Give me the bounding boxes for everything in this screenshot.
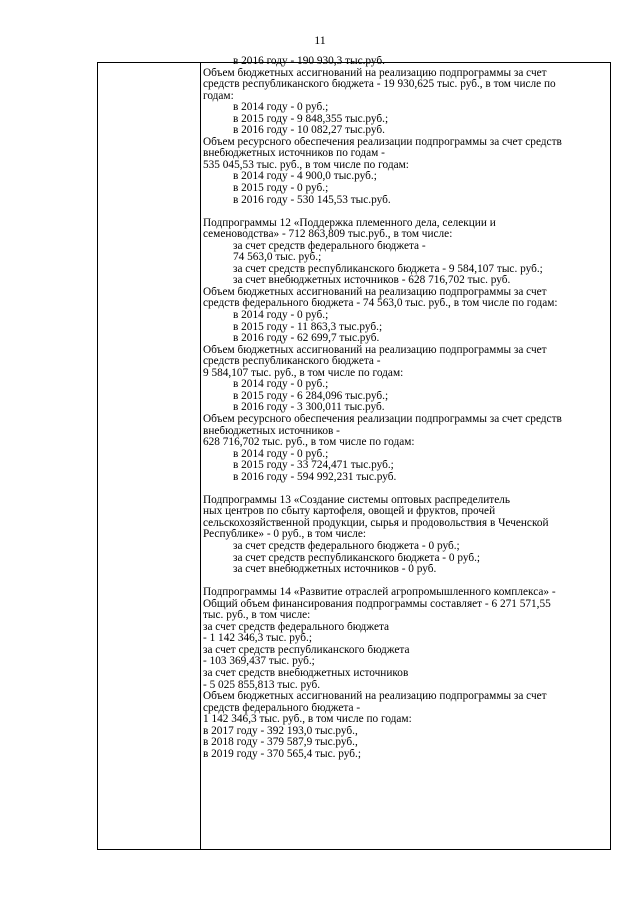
blank-line [203,576,609,588]
text-line: за счет средств федерального бюджета [203,621,390,633]
text-line: средств республиканского бюджета - 19 930,625 тыс. руб., в том числе по [203,79,556,91]
text-line: в 2016 году - 62 699,7 тыс.руб. [233,333,380,345]
text-line: Объем бюджетных ассигнований на реализацию подпрограммы за счет [203,344,547,356]
text-line: в 2015 году - 9 848,355 тыс.руб.; [233,113,389,125]
text-line: в 2015 году - 6 284,096 тыс.руб.; [233,390,389,402]
text-line: тыс. руб., в том числе: [203,610,311,622]
text-line: за счет средств республиканского бюджета - 0 руб.; [233,552,481,564]
text-line: Республике» - 0 руб., в том числе: [203,529,366,541]
text-line: - 1 142 346,3 тыс. руб.; [203,633,312,645]
text-line: за счет внебюджетных источников - 0 руб. [233,564,437,576]
text-line: Общий объем финансирования подпрограммы составляет - 6 271 571,55 [203,598,551,610]
text-line: средств федерального бюджета - [203,702,361,714]
text-line: за счет средств внебюджетных источников [203,667,409,679]
text-line: Подпрограммы 12 «Поддержка племенного дела, селекции и [203,217,496,229]
text-line: в 2014 году - 0 руб.; [233,448,329,460]
text-line: в 2017 году - 392 193,0 тыс.руб., [203,725,358,737]
page-number: 11 [314,33,326,47]
text-line: 1 142 346,3 тыс. руб., в том числе по годам: [203,714,412,726]
text-line: 628 716,702 тыс. руб., в том числе по годам: [203,437,415,449]
text-line: 535 045,53 тыс. руб., в том числе по годам: [203,159,409,171]
text-line: в 2016 году - 3 300,011 тыс.руб. [233,402,385,414]
text-line: Объем бюджетных ассигнований на реализацию подпрограммы за счет [203,286,547,298]
text-line: в 2014 году - 4 900,0 тыс.руб.; [233,171,377,183]
text-line: в 2014 году - 0 руб.; [233,379,329,391]
table-cell-text [203,56,609,760]
text-line: в 2016 году - 190 930,3 тыс.руб. [233,56,386,67]
text-line: Объем бюджетных ассигнований на реализацию подпрограммы за счет [203,691,547,703]
text-line: в 2015 году - 33 724,471 тыс.руб.; [233,460,394,472]
text-line: за счет средств федерального бюджета - 0 руб.; [233,540,460,552]
text-line: в 2019 году - 370 565,4 тыс. руб.; [203,748,361,760]
text-line: Подпрограммы 13 «Создание системы оптовых распределитель [203,494,511,506]
text-line: в 2016 году - 594 992,231 тыс.руб. [233,471,397,483]
text-line: в 2016 году - 530 145,53 тыс.руб. [233,194,391,206]
text-line: средств федерального бюджета - 74 563,0 тыс. руб., в том числе по годам: [203,298,558,310]
text-line: в 2014 году - 0 руб.; [233,310,329,322]
blank-line [203,483,609,495]
text-line: в 2015 году - 11 863,3 тыс.руб.; [233,321,383,333]
text-line: за счет внебюджетных источников - 628 716,702 тыс. руб. [233,275,511,287]
text-line: в 2014 году - 0 руб.; [233,102,329,114]
text-line: в 2016 году - 10 082,27 тыс.руб. [233,125,386,137]
text-line: за счет средств республиканского бюджета - 9 584,107 тыс. руб.; [233,263,543,275]
blank-line [203,206,609,218]
text-line: в 2018 году - 379 587,9 тыс.руб., [203,737,358,749]
text-line: за счет средств республиканского бюджета [203,644,410,656]
text-line: средств республиканского бюджета - [203,356,381,368]
text-line: 74 563,0 тыс. руб.; [233,252,322,264]
text-line: Объем ресурсного обеспечения реализации подпрограммы за счет средств [203,413,562,425]
text-line: внебюджетных источников - [203,425,340,437]
text-line: 9 584,107 тыс. руб., в том числе по годам: [203,367,404,379]
text-line: - 103 369,437 тыс. руб.; [203,656,315,668]
text-line: семеноводства» - 712 863,809 тыс.руб., в том числе: [203,229,453,241]
text-line: годам: [203,90,234,102]
text-line: за счет средств федерального бюджета - [233,240,426,252]
text-line: ных центров по сбыту картофеля, овощей и фруктов, прочей [203,506,496,518]
text-line: сельскохозяйственной продукции, сырья и продовольствия в Чеченской [203,517,549,529]
text-line: Подпрограммы 14 «Развитие отраслей агропромышленного комплекса» - [203,587,556,599]
column-divider [200,62,201,850]
text-line: - 5 025 855,813 тыс. руб. [203,679,321,691]
text-line: в 2015 году - 0 руб.; [233,183,329,195]
text-line: Объем ресурсного обеспечения реализации подпрограммы за счет средств [203,136,562,148]
text-line: Объем бюджетных ассигнований на реализацию подпрограммы за счет [203,67,547,79]
text-line: внебюджетных источников по годам - [203,148,385,160]
